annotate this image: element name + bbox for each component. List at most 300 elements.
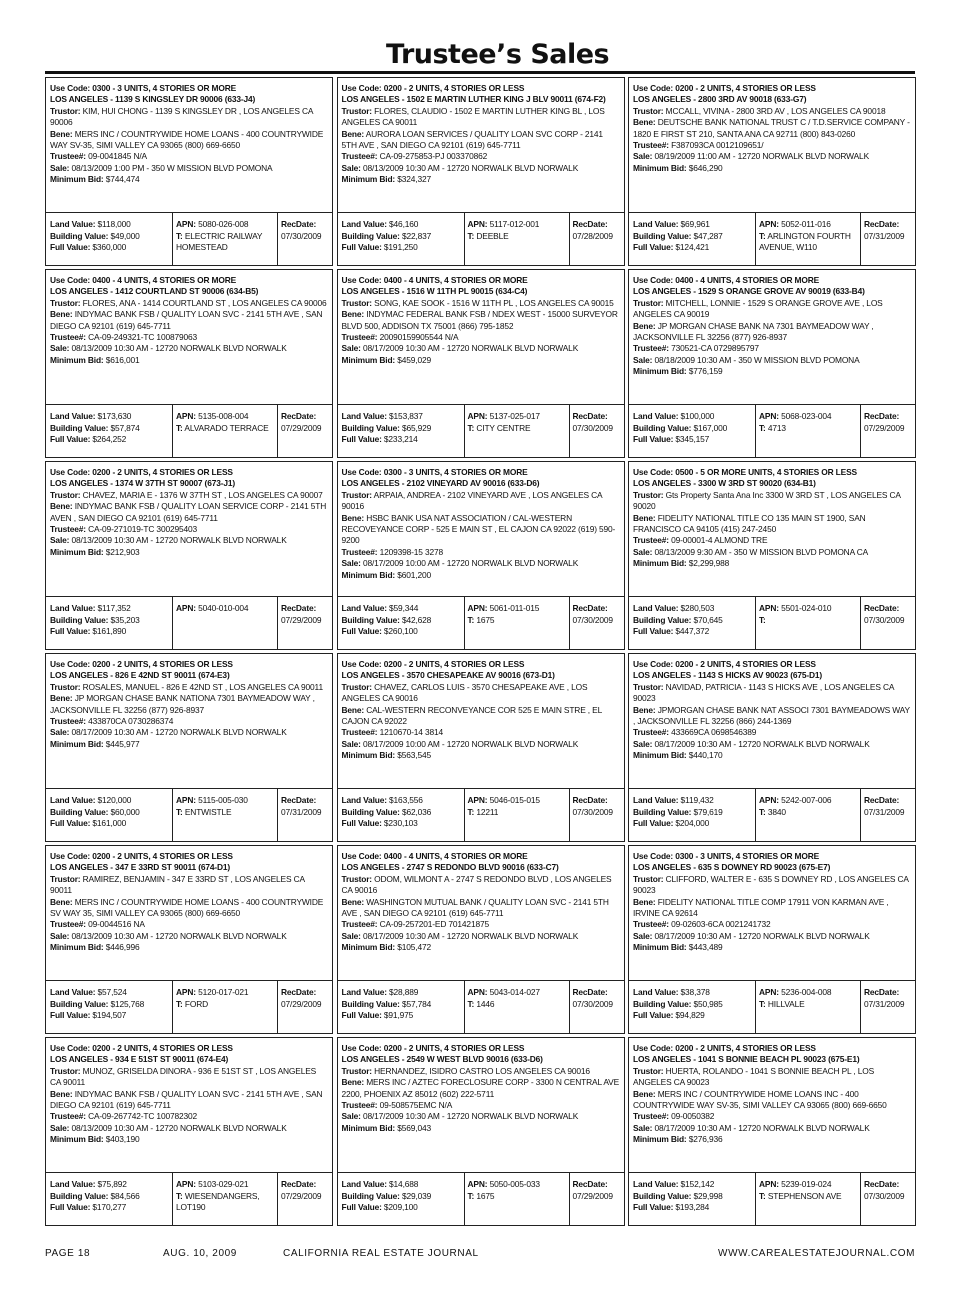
building-value: $167,000	[693, 422, 728, 433]
apn-cell	[756, 981, 861, 1033]
listing-details	[629, 462, 915, 596]
recdate-value: 07/30/2009	[281, 230, 322, 241]
full-value-label: Full Value:	[50, 1010, 91, 1020]
sale-label: Sale:	[341, 930, 361, 941]
building-value: $125,768	[110, 998, 145, 1009]
trustee-value: CA-09-267742-TC 100782302	[88, 1111, 198, 1122]
property-location: LOS ANGELES - 1374 W 37TH ST 90007 (673-J1)	[50, 478, 236, 489]
tract-name	[468, 999, 566, 1011]
recdate-value: 07/30/2009	[864, 614, 905, 625]
bene-line	[342, 309, 620, 332]
trustee-value: 1209398-15 3278	[379, 546, 443, 557]
apn-cell	[173, 597, 278, 649]
bene-line	[342, 129, 620, 152]
apn-label: APN:	[176, 1179, 196, 1189]
bene-value: INDYMAC FEDERAL BANK FSB / NDEX WEST - 15000 SURVEYOR BLVD 500, ADDISON TX 75001 (866) 795-1852	[341, 309, 618, 331]
tract-value: ENTWISTLE	[182, 806, 232, 817]
land-value-label: Land Value:	[50, 795, 96, 805]
recdate-value: 07/29/2009	[281, 422, 322, 433]
sale-label: Sale:	[633, 1122, 653, 1133]
tract-value: 1446	[474, 998, 495, 1009]
trustee-value: 09-02603-6CA 0021241732	[671, 919, 771, 930]
land-value: $280,503	[680, 603, 715, 613]
trustee-line	[633, 535, 911, 546]
apn-label: APN:	[176, 603, 196, 613]
trustor-value: Gts Property Santa Ana Inc 3300 W 3RD ST , LOS ANGELES CA 90020	[633, 489, 901, 512]
tract-value: WIESENDANGERS, LOT190	[176, 1190, 260, 1212]
values-cell	[338, 597, 465, 649]
land-value-line	[50, 219, 169, 231]
land-value: $173,630	[97, 411, 132, 421]
bene-line	[50, 693, 328, 716]
trustee-value: 433669CA 0698546389	[671, 727, 757, 738]
property-location: LOS ANGELES - 1502 E MARTIN LUTHER KING J BLV 90011 (674-F2)	[341, 94, 606, 105]
trustee-label: Trustee#:	[341, 151, 378, 162]
trustee-label: Trustee#:	[341, 727, 378, 738]
recdate-label: RecDate:	[572, 411, 608, 421]
trustor-label: Trustor:	[50, 873, 81, 884]
full-value-line	[342, 626, 461, 638]
sale-line	[633, 151, 911, 162]
apn-label: APN:	[176, 987, 196, 997]
trustor-label: Trustor:	[50, 489, 81, 500]
trustee-value: 1210670-14 3814	[379, 727, 443, 738]
recdate-label: RecDate:	[572, 1179, 608, 1189]
tract-value: ELECTRIC RAILWAY HOMESTEAD	[176, 230, 263, 252]
recdate-label: RecDate:	[281, 987, 317, 997]
valuation-row	[629, 980, 915, 1033]
apn-label: APN:	[467, 219, 488, 229]
land-value-label: Land Value:	[50, 1179, 96, 1189]
listing-card	[337, 77, 625, 266]
recdate-value: 07/29/2009	[572, 1190, 613, 1201]
trustee-label: Trustee#:	[633, 919, 669, 930]
apn-cell	[465, 1173, 570, 1225]
apn-value: 5068-023-004	[781, 411, 832, 421]
apn-line	[468, 987, 566, 999]
tract-name	[176, 1191, 274, 1214]
bene-label: Bene:	[50, 896, 73, 907]
trustee-label: Trustee#:	[50, 151, 86, 162]
trustor-value: NAVIDAD, PATRICIA - 1143 S HICKS AVE , LOS ANGELES CA 90023	[633, 681, 894, 704]
trustor-label: Trustor:	[50, 297, 81, 308]
building-value-line	[50, 231, 169, 243]
page-title: Trustee’s Sales	[386, 39, 610, 70]
trustor-line	[633, 682, 911, 705]
land-value-label: Land Value:	[633, 219, 679, 229]
tract-value: 12211	[474, 806, 499, 817]
trustor-line	[342, 1066, 620, 1077]
min-bid-value: $646,290	[688, 162, 723, 173]
trustor-line	[50, 874, 328, 897]
use-code: Use Code: 0200 - 2 UNITS, 4 STORIES OR LESS	[50, 1043, 233, 1053]
sale-line	[342, 931, 620, 942]
valuation-row	[629, 1172, 915, 1225]
land-value-label: Land Value:	[341, 411, 387, 421]
building-value: $65,929	[401, 422, 432, 433]
recdate-value: 07/30/2009	[572, 614, 613, 625]
recdate-label: RecDate:	[864, 795, 900, 805]
full-value: $230,103	[383, 818, 418, 828]
bene-label: Bene:	[633, 1088, 656, 1099]
land-value-line	[342, 795, 461, 807]
sale-value: 08/17/2009 10:00 AM - 12720 NORWALK BLVD NORWALK	[362, 558, 579, 569]
apn-value: 5061-011-015	[489, 603, 540, 613]
values-cell	[338, 981, 465, 1033]
bene-label: Bene:	[633, 117, 656, 128]
trustor-line	[50, 682, 328, 693]
apn-cell	[173, 213, 278, 265]
min-bid-label: Minimum Bid:	[50, 174, 104, 185]
min-bid-label: Minimum Bid:	[633, 942, 687, 953]
apn-value: 5120-017-021	[198, 987, 249, 997]
listing-card	[45, 1037, 333, 1226]
listing-card	[628, 461, 916, 650]
bene-line	[633, 1089, 911, 1112]
recdate-cell	[570, 981, 624, 1033]
apn-cell	[756, 597, 861, 649]
sale-label: Sale:	[341, 1111, 361, 1122]
land-value: $153,837	[389, 411, 423, 421]
listing-card	[628, 269, 916, 458]
min-bid-value: $459,029	[397, 354, 431, 365]
building-value: $29,039	[401, 1190, 432, 1201]
sale-value: 08/18/2009 10:30 AM - 350 W MISSION BLVD POMONA	[654, 354, 860, 365]
tract-prefix: T:	[467, 998, 475, 1009]
bene-value: INDYMAC BANK FSB / QUALITY LOAN SVC - 2141 5TH AVE , SAN DIEGO CA 92101 (619) 645-7711	[50, 309, 323, 331]
recdate-cell	[278, 789, 332, 841]
property-location: LOS ANGELES - 635 S DOWNEY RD 90023 (675-E7)	[633, 862, 831, 873]
trustee-line	[342, 919, 620, 930]
recdate-label: RecDate:	[281, 795, 317, 805]
trustee-line	[50, 524, 328, 535]
tract-value: 3840	[765, 806, 786, 817]
land-value-label: Land Value:	[633, 795, 679, 805]
bene-label: Bene:	[50, 309, 73, 320]
recdate-cell	[570, 789, 624, 841]
bene-label: Bene:	[50, 501, 73, 512]
sale-line	[633, 547, 911, 558]
building-value: $49,000	[110, 230, 140, 241]
building-value: $84,566	[110, 1190, 140, 1201]
trustor-value: ARPAIA, ANDREA - 2102 VINEYARD AVE , LOS ANGELES CA 90016	[341, 489, 603, 512]
sale-label: Sale:	[50, 727, 70, 738]
min-bid-label: Minimum Bid:	[341, 174, 396, 185]
use-code: Use Code: 0200 - 2 UNITS, 4 STORIES OR LESS	[633, 659, 816, 669]
land-value-label: Land Value:	[50, 411, 96, 421]
trustee-line	[342, 151, 620, 162]
full-value: $191,250	[383, 242, 418, 252]
land-value: $57,524	[97, 987, 127, 997]
min-bid-label: Minimum Bid:	[633, 366, 687, 377]
tract-name	[759, 615, 857, 627]
apn-line	[759, 411, 857, 423]
property-location: LOS ANGELES - 1139 S KINGSLEY DR 90006 (633-J4)	[50, 94, 256, 105]
land-value: $152,142	[680, 1179, 715, 1189]
listing-card	[628, 653, 916, 842]
listing-details	[46, 462, 332, 596]
recdate-value: 07/30/2009	[572, 422, 613, 433]
land-value-line	[50, 603, 169, 615]
land-value-line	[633, 603, 752, 615]
sale-value: 08/17/2009 10:30 AM - 12720 NORWALK BLVD NORWALK	[362, 930, 579, 941]
valuation-row	[338, 1172, 624, 1225]
apn-label: APN:	[176, 411, 196, 421]
min-bid-label: Minimum Bid:	[633, 162, 687, 173]
land-value: $163,556	[389, 795, 423, 805]
building-value-line	[633, 423, 752, 435]
min-bid-line	[633, 366, 911, 377]
property-location: LOS ANGELES - 826 E 42ND ST 90011 (674-E3)	[50, 670, 230, 681]
trustee-line	[342, 547, 620, 558]
valuation-row	[338, 788, 624, 841]
recdate-label: RecDate:	[572, 219, 608, 229]
full-value-label: Full Value:	[50, 626, 91, 636]
tract-value: CITY CENTRE	[474, 422, 531, 433]
values-cell	[46, 405, 173, 457]
trustor-line	[342, 874, 620, 897]
values-cell	[46, 981, 173, 1033]
land-value-line	[342, 603, 461, 615]
land-value-line	[342, 1179, 461, 1191]
property-location: LOS ANGELES - 3300 W 3RD ST 90020 (634-B1)	[633, 478, 816, 489]
footer-publication: CALIFORNIA REAL ESTATE JOURNAL	[283, 1248, 479, 1259]
listing-details	[629, 270, 915, 404]
apn-cell	[173, 405, 278, 457]
property-location: LOS ANGELES - 934 E 51ST ST 90011 (674-E4)	[50, 1054, 229, 1065]
bene-label: Bene:	[50, 128, 73, 139]
full-value: $94,829	[675, 1010, 705, 1020]
recdate-label: RecDate:	[864, 987, 900, 997]
building-value: $79,619	[693, 806, 723, 817]
apn-cell	[465, 981, 570, 1033]
trustee-value: 09-00001-4 ALMOND TRE	[671, 535, 768, 546]
building-value-label: Building Value:	[633, 1190, 692, 1201]
trustee-line	[633, 727, 911, 738]
valuation-row	[46, 980, 332, 1033]
trustor-line	[633, 298, 911, 321]
bene-value: HSBC BANK USA NAT ASSOCIATION / CAL-WESTERN RECOVEYANCE CORP - 525 E MAIN ST , EL CAJON CA 92022 (619) 590-9200	[341, 512, 616, 546]
bene-line	[50, 897, 328, 920]
trustee-label: Trustee#:	[50, 1111, 86, 1122]
building-value: $70,645	[693, 614, 723, 625]
recdate-cell	[570, 213, 624, 265]
recdate-value: 07/31/2009	[864, 998, 905, 1009]
trustee-value: 730521-CA 0729895797	[671, 343, 759, 354]
land-value-label: Land Value:	[633, 603, 679, 613]
valuation-row	[338, 404, 624, 457]
min-bid-value: $601,200	[397, 569, 431, 580]
property-location: LOS ANGELES - 2800 3RD AV 90018 (633-G7)	[633, 94, 807, 105]
values-cell	[338, 405, 465, 457]
min-bid-value: $105,472	[397, 942, 431, 953]
recdate-label: RecDate:	[864, 603, 900, 613]
min-bid-line	[633, 558, 911, 569]
trustee-line	[633, 919, 911, 930]
trustor-value: HERNANDEZ, ISIDRO CASTRO LOS ANGELES CA 90016	[374, 1065, 590, 1076]
recdate-value: 07/29/2009	[281, 1190, 322, 1201]
trustor-line	[342, 298, 620, 309]
sale-label: Sale:	[633, 738, 653, 749]
trustee-value: 433870CA 0730286374	[88, 716, 174, 727]
use-code: Use Code: 0200 - 2 UNITS, 4 STORIES OR LESS	[50, 851, 233, 861]
land-value-line	[342, 411, 461, 423]
full-value-label: Full Value:	[50, 1202, 91, 1212]
apn-label: APN:	[467, 411, 488, 421]
trustee-value: 20090159905544 N/A	[379, 332, 459, 343]
trustee-label: Trustee#:	[341, 1100, 378, 1111]
valuation-row	[629, 788, 915, 841]
building-value-label: Building Value:	[341, 806, 400, 817]
recdate-value: 07/30/2009	[572, 998, 613, 1009]
apn-line	[759, 219, 857, 231]
trustee-label: Trustee#:	[633, 140, 669, 151]
sale-value: 08/13/2009 10:30 AM - 12720 NORWALK BLVD NORWALK	[71, 930, 287, 941]
bene-line	[633, 117, 911, 140]
recdate-value: 07/31/2009	[864, 806, 905, 817]
listing-card	[45, 269, 333, 458]
sale-label: Sale:	[633, 151, 653, 162]
apn-line	[468, 411, 566, 423]
min-bid-value: $563,545	[397, 750, 431, 761]
trustee-line	[633, 1111, 911, 1122]
sale-label: Sale:	[50, 930, 70, 941]
full-value-line	[342, 434, 461, 446]
trustor-value: CHAVEZ, MARIA E - 1376 W 37TH ST , LOS ANGELES CA 90007	[82, 489, 323, 500]
land-value-label: Land Value:	[341, 1179, 387, 1189]
sale-value: 08/13/2009 9:30 AM - 350 W MISSION BLVD POMONA CA	[654, 546, 869, 557]
values-cell	[46, 789, 173, 841]
bene-label: Bene:	[633, 320, 656, 331]
values-cell	[338, 1173, 465, 1225]
building-value-line	[342, 1191, 461, 1203]
recdate-value: 07/31/2009	[864, 230, 905, 241]
sale-label: Sale:	[633, 354, 653, 365]
bene-label: Bene:	[341, 1077, 365, 1088]
use-code: Use Code: 0400 - 4 UNITS, 4 STORIES OR MORE	[341, 275, 528, 285]
building-value-line	[342, 615, 461, 627]
trustor-line	[342, 106, 620, 129]
apn-line	[468, 219, 566, 231]
listing-card	[628, 1037, 916, 1226]
trustor-value: SONG, KAE SOOK - 1516 W 11TH PL , LOS ANGELES CA 90015	[374, 297, 614, 308]
values-cell	[629, 981, 756, 1033]
full-value: $194,507	[92, 1010, 127, 1020]
full-value-label: Full Value:	[633, 1010, 674, 1020]
land-value-line	[633, 411, 752, 423]
trustee-label: Trustee#:	[50, 524, 86, 535]
apn-label: APN:	[759, 987, 779, 997]
sale-label: Sale:	[50, 1122, 70, 1133]
trustee-line	[342, 332, 620, 343]
bene-label: Bene:	[341, 896, 365, 907]
full-value-line	[342, 818, 461, 830]
apn-value: 5115-005-030	[198, 795, 248, 805]
min-bid-line	[342, 1123, 620, 1134]
use-code: Use Code: 0300 - 3 UNITS, 4 STORIES OR MORE	[341, 467, 528, 477]
listing-card	[45, 77, 333, 266]
sale-label: Sale:	[50, 535, 70, 546]
recdate-cell	[570, 1173, 624, 1225]
building-value-line	[50, 423, 169, 435]
apn-value: 5117-012-001	[489, 219, 540, 229]
use-code: Use Code: 0200 - 2 UNITS, 4 STORIES OR LESS	[50, 659, 233, 669]
full-value-line	[50, 626, 169, 638]
land-value-line	[342, 219, 461, 231]
bene-label: Bene:	[50, 1088, 73, 1099]
bene-value: INDYMAC BANK FSB / QUALITY LOAN SVC - 2141 5TH AVE , SAN DIEGO CA 92101 (619) 645-7711	[50, 1088, 323, 1111]
valuation-row	[46, 596, 332, 649]
recdate-label: RecDate:	[864, 411, 900, 421]
sale-line	[50, 535, 328, 546]
recdate-cell	[278, 405, 332, 457]
full-value-line	[633, 242, 752, 254]
full-value: $360,000	[92, 242, 127, 252]
apn-cell	[465, 789, 570, 841]
listing-details	[629, 78, 915, 212]
building-value-line	[633, 615, 752, 627]
bene-value: JP MORGAN CHASE BANK NATIONA 7301 BAYMEADOW WAY , JACKSONVILLE FL 32256 (877) 926-8937	[50, 693, 315, 715]
valuation-row	[46, 404, 332, 457]
full-value-label: Full Value:	[50, 434, 91, 444]
land-value: $14,688	[389, 1179, 419, 1189]
apn-value: 5239-019-024	[781, 1179, 832, 1189]
valuation-row	[46, 788, 332, 841]
apn-label: APN:	[759, 603, 779, 613]
min-bid-line	[633, 942, 911, 953]
tract-prefix: T:	[759, 998, 766, 1009]
recdate-value: 07/29/2009	[864, 422, 905, 433]
trustee-line	[50, 332, 328, 343]
apn-label: APN:	[759, 795, 779, 805]
building-value-label: Building Value:	[50, 1190, 109, 1201]
bene-line	[50, 501, 328, 524]
apn-cell	[465, 597, 570, 649]
trustee-label: Trustee#:	[50, 716, 86, 727]
min-bid-label: Minimum Bid:	[341, 1122, 396, 1133]
building-value-line	[342, 231, 461, 243]
building-value: $50,985	[693, 998, 723, 1009]
trustee-value: 09-508575EMC N/A	[379, 1100, 453, 1111]
building-value: $57,784	[401, 998, 432, 1009]
building-value-label: Building Value:	[50, 230, 109, 241]
valuation-row	[338, 980, 624, 1033]
footer-website[interactable]: WWW.CAREALESTATEJOURNAL.COM	[718, 1248, 915, 1259]
tract-name	[176, 999, 274, 1011]
values-cell	[629, 597, 756, 649]
full-value-label: Full Value:	[341, 242, 382, 252]
apn-label: APN:	[467, 987, 488, 997]
trustor-value: FLORES, ANA - 1414 COURTLAND ST , LOS ANGELES CA 90006	[82, 297, 327, 308]
trustee-line	[342, 1100, 620, 1111]
min-bid-label: Minimum Bid:	[50, 942, 104, 953]
sale-label: Sale:	[341, 162, 361, 173]
bene-line	[633, 321, 911, 344]
tract-value: ALVARADO TERRACE	[182, 422, 269, 433]
land-value: $118,000	[97, 219, 131, 229]
listing-card	[337, 653, 625, 842]
trustor-line	[342, 682, 620, 705]
min-bid-line	[342, 174, 620, 185]
land-value-line	[50, 795, 169, 807]
values-cell	[629, 405, 756, 457]
trustee-line	[342, 727, 620, 738]
trustee-label: Trustee#:	[633, 343, 669, 354]
tract-name	[176, 231, 274, 254]
min-bid-label: Minimum Bid:	[50, 354, 104, 365]
property-location: LOS ANGELES - 1143 S HICKS AV 90023 (675-D1)	[633, 670, 823, 681]
recdate-label: RecDate:	[572, 987, 608, 997]
